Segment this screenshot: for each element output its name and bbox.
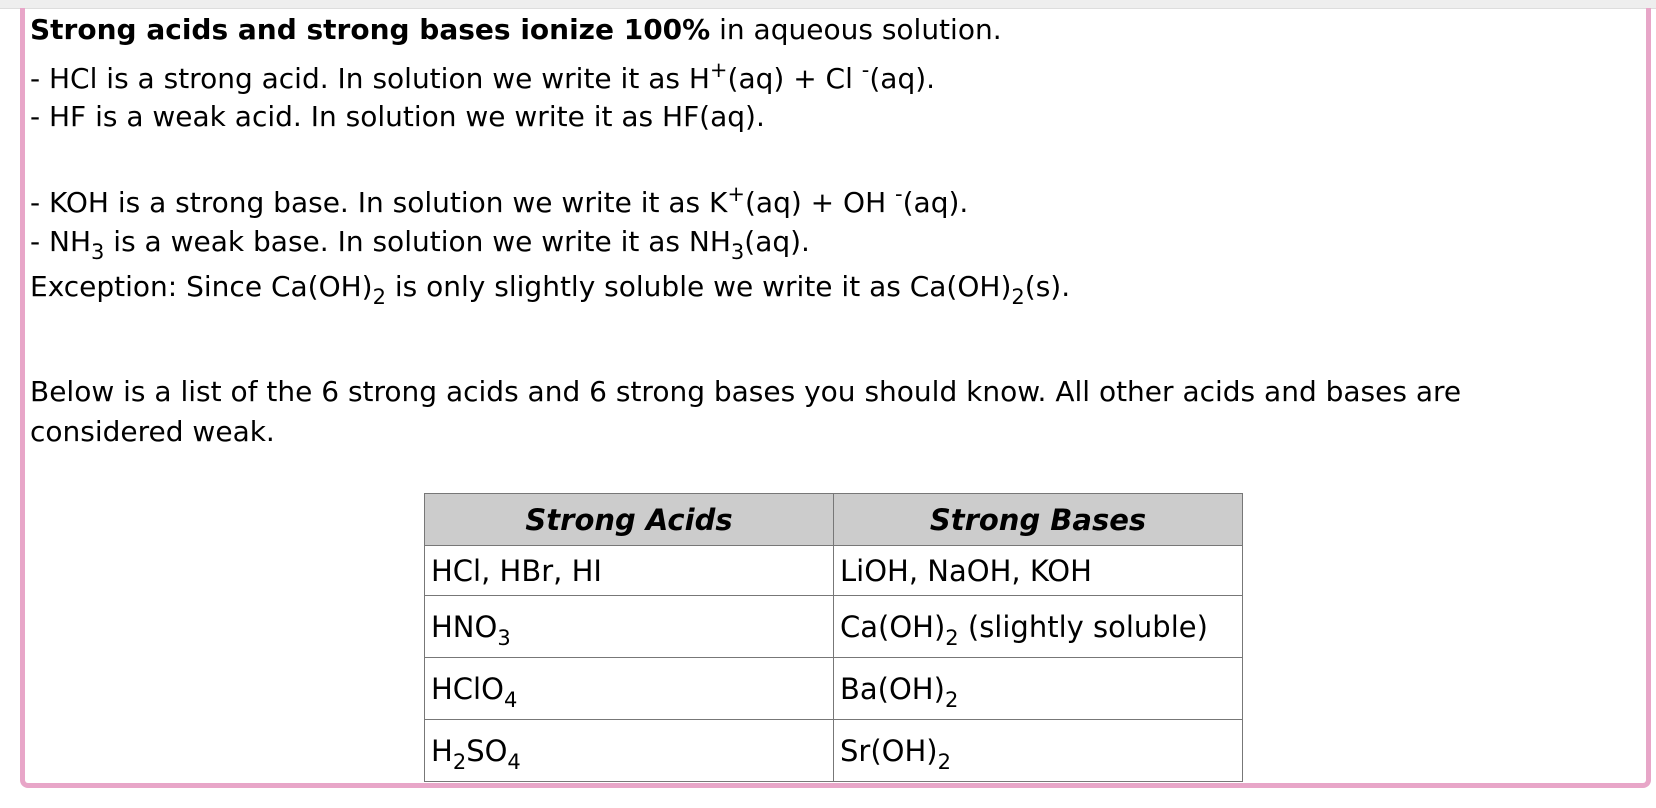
below-paragraph: Below is a list of the 6 strong acids and 6 strong bases you should know. All other acids and bases are considered weak.: [30, 375, 1462, 448]
header-strong-acids: Strong Acids: [425, 494, 834, 546]
exception-line: [30, 270, 1071, 309]
table-header-row: [425, 494, 1243, 546]
table-row: [425, 546, 1243, 596]
exception-sub-1: 2: [372, 285, 386, 309]
koh-text-a: - KOH is a strong base. In solution we write it as K: [30, 186, 728, 219]
koh-sup-minus: -: [895, 182, 903, 206]
hcl-text-a: - HCl is a strong acid. In solution we write it as H: [30, 62, 710, 95]
exception-text-c: (s).: [1024, 270, 1071, 303]
base-cell: [834, 720, 1243, 782]
cell-text: Ba(OH): [840, 671, 945, 706]
koh-line: [30, 182, 969, 219]
nh3-line: [30, 225, 810, 264]
koh-sup-plus: +: [727, 182, 745, 206]
cell-text: SO: [466, 733, 508, 768]
base-cell: [834, 596, 1243, 658]
cell-text: Sr(OH): [840, 733, 938, 768]
nh3-sub-2: 3: [730, 240, 745, 264]
exception-text-a: Exception: Since Ca(OH): [30, 270, 373, 303]
strong-acids-bases-table: [424, 493, 1243, 782]
exception-text-b: is only slightly soluble we write it as Ca(OH): [385, 270, 1012, 303]
hcl-sup-plus: +: [709, 58, 728, 82]
table-row: [425, 658, 1243, 720]
acid-cell: [425, 596, 834, 658]
nh3-text-c: (aq).: [744, 225, 810, 258]
header-strong-bases: Strong Bases: [834, 494, 1243, 546]
cell-text: HClO: [431, 671, 504, 706]
nh3-sub-1: 3: [91, 240, 105, 264]
koh-text-c: (aq).: [902, 186, 969, 219]
cell-text: Ca(OH): [840, 609, 946, 644]
cell-subscript: 2: [452, 749, 467, 774]
base-cell: [834, 658, 1243, 720]
base-cell: [834, 546, 1243, 596]
hcl-text-c: (aq).: [869, 62, 936, 95]
acid-cell: [425, 546, 834, 596]
cell-note: (slightly soluble): [958, 609, 1208, 644]
exception-sub-2: 2: [1011, 285, 1025, 309]
intro-bold: Strong acids and strong bases ionize 100%: [30, 13, 711, 46]
cell-text: H: [431, 733, 453, 768]
cell-text: HCl, HBr, HI: [431, 553, 602, 588]
hcl-line: [30, 58, 936, 95]
cell-subscript: 3: [497, 625, 511, 650]
acid-cell: [425, 720, 834, 782]
koh-text-b: (aq) + OH: [745, 186, 896, 219]
hcl-sup-minus: -: [861, 58, 870, 82]
cell-subscript: 2: [945, 625, 959, 650]
cell-subscript: 2: [944, 687, 959, 712]
hcl-text-b: (aq) + Cl: [727, 62, 862, 95]
cell-text: LiOH, NaOH, KOH: [840, 553, 1092, 588]
cell-text: HNO: [431, 609, 498, 644]
cell-subscript: 2: [937, 749, 951, 774]
intro-rest: in aqueous solution.: [710, 13, 1002, 46]
cell-subscript: 4: [507, 749, 521, 774]
intro-line: [30, 14, 1002, 46]
hf-line: - HF is a weak acid. In solution we write it as HF(aq).: [30, 100, 765, 133]
table-row: [425, 720, 1243, 782]
cell-subscript: 4: [503, 687, 518, 712]
acid-cell: [425, 658, 834, 720]
nh3-text-b: is a weak base. In solution we write it as NH: [104, 225, 731, 258]
table-row: [425, 596, 1243, 658]
nh3-text-a: - NH: [30, 225, 92, 258]
